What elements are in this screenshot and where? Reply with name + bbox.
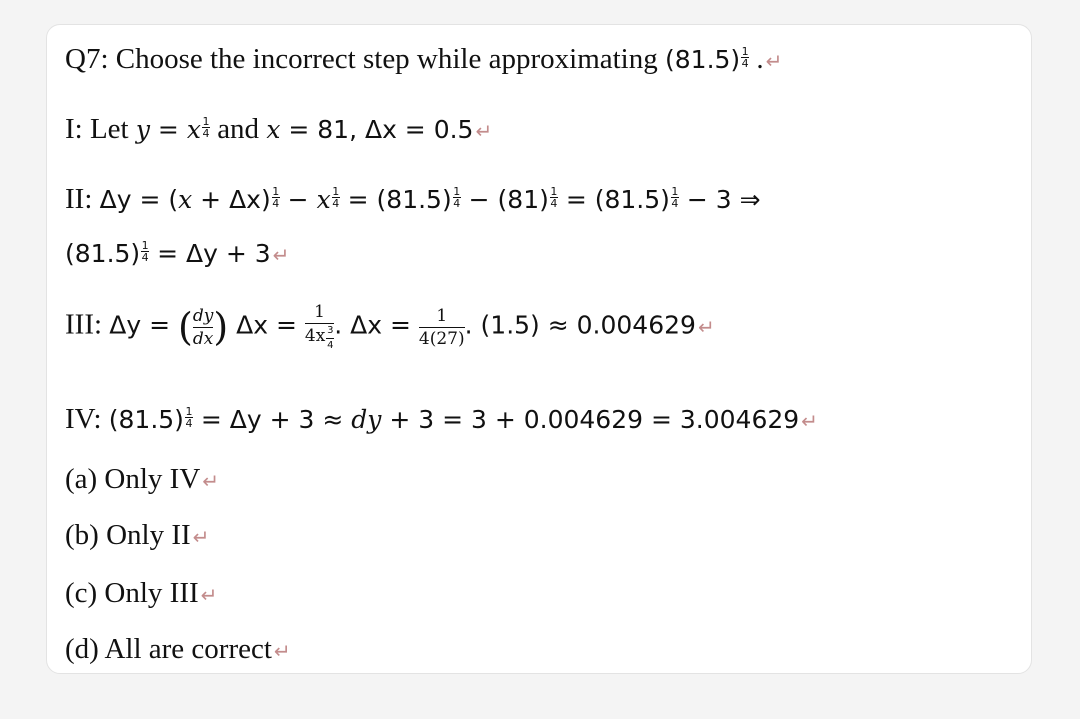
exponent-fraction: $\frac{1}{4}$ — [671, 185, 679, 210]
option-b[interactable]: (b) Only II ↵ — [65, 519, 210, 551]
step-ii: II: Δy = (x + Δx) $\frac{1}{4}$ − x $\frac{1}{4}$ = (81.5) $\frac{1}{4}$ − (81) $\frac{1}{4}$ = (81.5) $\frac{1}{4}$ − 3 ⇒ — [65, 183, 761, 215]
exponent-fraction: $\frac{1}{4}$ — [185, 405, 193, 430]
step-i: I: Let y = x $\frac{1}{4}$ and x = 81, Δx = 0.5 ↵ — [65, 113, 493, 145]
return-mark-icon: ↵ — [200, 583, 218, 607]
question-suffix: . — [749, 43, 764, 75]
step-iii: III: Δy = ( $\frac{dy}{dx}$ ) Δx = 1 4x $\frac{3}{4}$ . Δx = $\frac{1}{4(27)}$ . (1.5) ≈ 0.004629 ↵ — [65, 302, 715, 351]
return-mark-icon: ↵ — [272, 243, 290, 267]
exponent-fraction: $\frac{1}{4}$ — [202, 115, 210, 140]
return-mark-icon: ↵ — [765, 49, 783, 73]
exponent-fraction: $\frac{1}{4}$ — [550, 185, 558, 210]
exponent-fraction: $\frac{1}{4}$ — [741, 45, 749, 70]
return-mark-icon: ↵ — [801, 409, 818, 433]
question-base: (81.5) — [665, 45, 741, 74]
question-prefix: Q7: Choose the incorrect step while approximating — [65, 43, 665, 75]
option-a[interactable]: (a) Only IV ↵ — [65, 463, 220, 495]
fraction-one-over-4-27: $\frac{1}{4(27)}$ — [418, 305, 465, 349]
question-card — [46, 24, 1032, 674]
derivative-fraction: $\frac{dy}{dx}$ — [192, 305, 214, 349]
return-mark-icon: ↵ — [202, 469, 220, 493]
return-mark-icon: ↵ — [192, 525, 210, 549]
exponent-fraction: $\frac{1}{4}$ — [332, 185, 340, 210]
return-mark-icon: ↵ — [697, 314, 715, 339]
option-c[interactable]: (c) Only III ↵ — [65, 577, 218, 609]
step-iv: IV: (81.5) $\frac{1}{4}$ = Δy + 3 ≈ dy + 3 = 3 + 0.004629 = 3.004629 ↵ — [65, 403, 818, 435]
option-d[interactable]: (d) All are correct ↵ — [65, 633, 291, 665]
exponent-fraction: $\frac{1}{4}$ — [453, 185, 461, 210]
question-text — [65, 41, 782, 79]
exponent-fraction: $\frac{1}{4}$ — [272, 185, 280, 210]
fraction-one-over-4x: 1 4x $\frac{3}{4}$ — [304, 302, 334, 351]
return-mark-icon: ↵ — [475, 119, 493, 143]
return-mark-icon: ↵ — [273, 639, 291, 663]
step-ii-continued: (81.5) $\frac{1}{4}$ = Δy + 3 ↵ — [65, 239, 290, 268]
exponent-fraction: $\frac{1}{4}$ — [141, 239, 149, 264]
